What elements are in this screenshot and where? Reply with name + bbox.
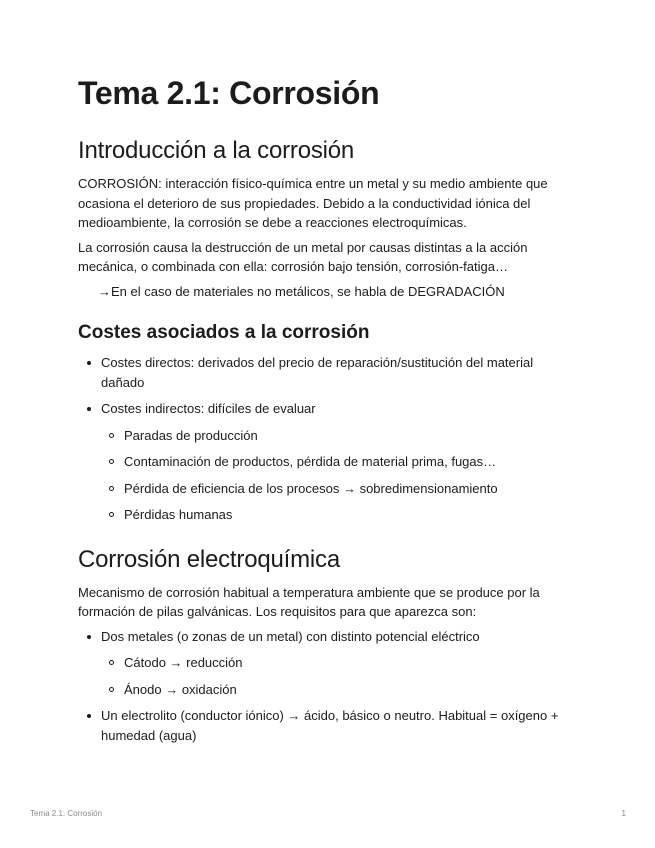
list-item-text: Dos metales (o zonas de un metal) con distinto potencial eléctrico (101, 628, 480, 644)
list-item-text: Costes directos: derivados del precio de reparación/sustitución del material dañado (101, 355, 534, 390)
list-item-indirect-costs (78, 399, 578, 525)
document-page (78, 74, 578, 752)
sublist-item: Ánodo → oxidación (101, 680, 578, 700)
sublist-item: Pérdida de eficiencia de los procesos → sobredimensionamiento (101, 479, 578, 499)
sublist-item: Contaminación de productos, pérdida de material prima, fugas… (101, 452, 578, 472)
sublist-item: Pérdidas humanas (101, 505, 578, 525)
section-heading-intro: Introducción a la corrosión (78, 137, 355, 165)
page-number: 1 (621, 809, 626, 818)
list-item-text: Un electrolito (conductor iónico) → ácido, básico o neutro. Habitual = oxígeno + humedad (agua) (101, 708, 559, 743)
electrochemical-paragraph: Mecanismo de corrosión habitual a temperatura ambiente que se produce por la formación de pilas galvánicas. Los requisitos para que aparezca son: (78, 584, 540, 620)
sublist-item: Cátodo → reducción (101, 653, 578, 673)
intro-paragraph-1: CORROSIÓN: interacción físico-química entre un metal y su medio ambiente que ocasiona el deterioro de sus propiedades. Debido a la conductividad iónica del medioambiente, la corrosión se debe a reacciones electroquímicas. (78, 176, 548, 231)
electrodes-sublist (101, 653, 578, 699)
sublist-item: Paradas de producción (101, 426, 578, 446)
list-item-two-metals (78, 627, 578, 700)
footer-title: Tema 2.1: Corrosión (30, 809, 103, 818)
costs-list (78, 353, 578, 525)
degradation-note: →En el caso de materiales no metálicos, se habla de DEGRADACIÓN (98, 283, 505, 299)
list-item-direct-costs (78, 353, 578, 392)
section-heading-electrochemical: Corrosión electroquímica (78, 545, 340, 573)
intro-paragraph-2: La corrosión causa la destrucción de un metal por causas distintas a la acción mecánica, o combinada con ella: corrosión bajo tensión, corrosión-fatiga… (78, 239, 528, 275)
section-heading-costs: Costes asociados a la corrosión (78, 322, 370, 344)
page-title: Tema 2.1: Corrosión (78, 75, 380, 111)
indirect-costs-sublist (101, 426, 578, 525)
list-item-text: Costes indirectos: difíciles de evaluar (101, 401, 316, 417)
requirements-list (78, 627, 578, 746)
list-item-electrolyte (78, 706, 578, 745)
